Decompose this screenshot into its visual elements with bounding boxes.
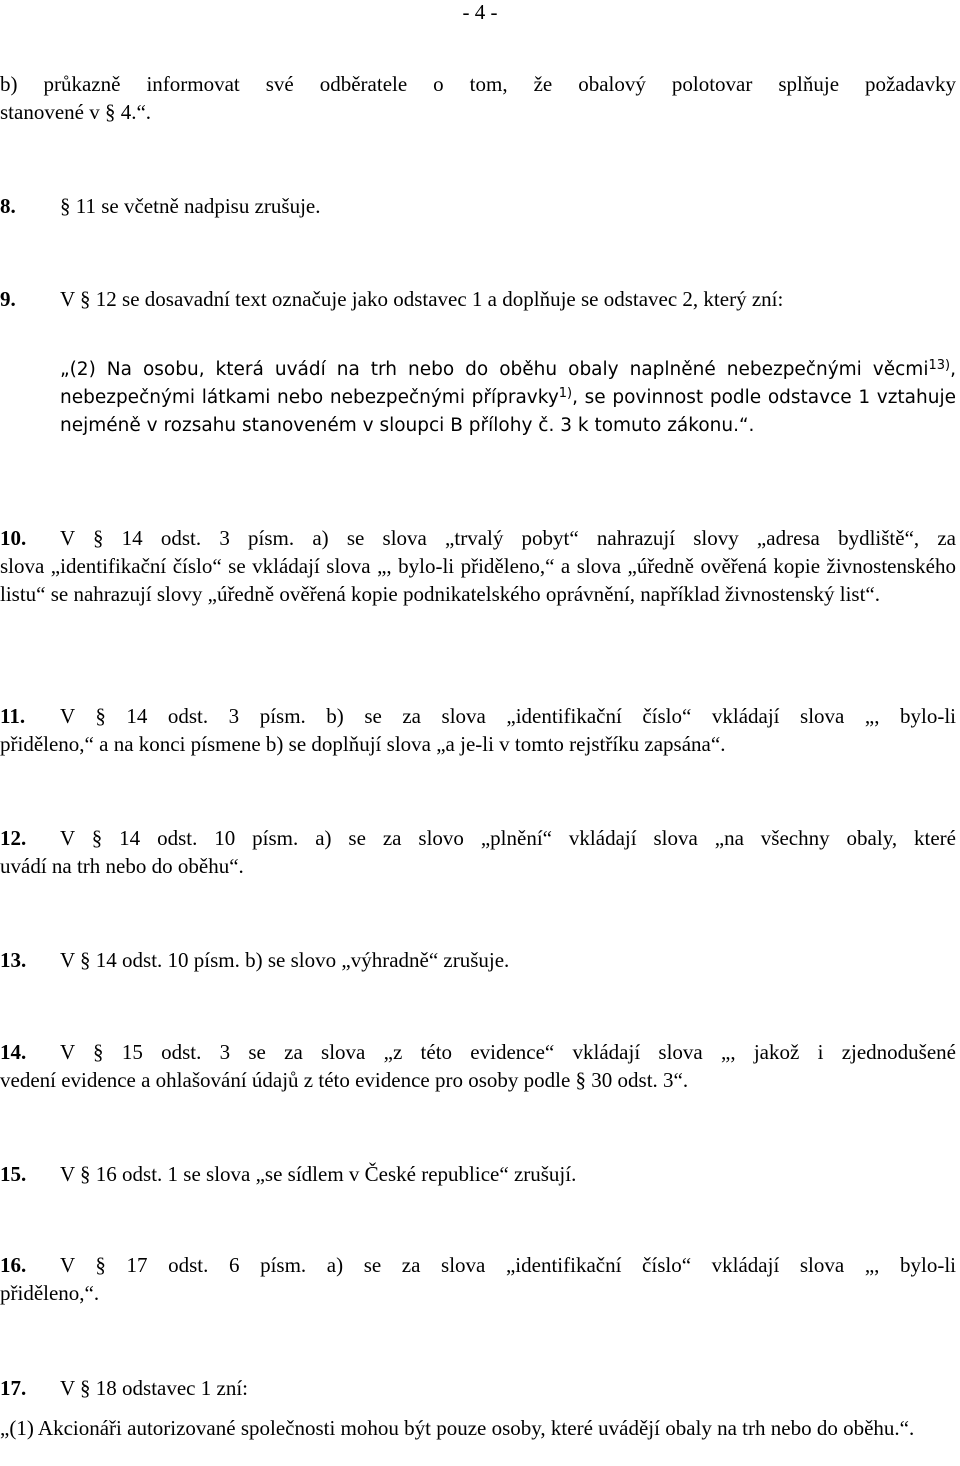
- item-text: V § 18 odstavec 1 zní:: [60, 1376, 248, 1400]
- quoted-paragraph-1: [0, 1414, 956, 1442]
- item-b-line-1: b) průkazně informovat své odběratele o tom, že obalový polotovar splňuje požadavky: [0, 72, 956, 96]
- item-text: V § 14 odst. 3 písm. b) se za slova „identifikační číslo“ vkládají slova „, bylo-li: [60, 704, 956, 728]
- quote-text: , se povinnost podle odstavce 1 vztahuje nejméně v rozsahu stanoveném v sloupci B přílohy č. 3 k tomuto zákonu.“.: [60, 387, 956, 436]
- item-text: V § 12 se dosavadní text označuje jako odstavec 1 a doplňuje se odstavec 2, který zní:: [60, 287, 784, 311]
- quoted-paragraph-2: [60, 356, 956, 440]
- item-number: 15.: [0, 1162, 27, 1186]
- item-number: 10.: [0, 526, 27, 550]
- item-12: [0, 824, 956, 880]
- item-number: 8.: [0, 194, 16, 218]
- item-text-continued: vedení evidence a ohlašování údajů z této evidence pro osoby podle § 30 odst. 3“.: [0, 1068, 689, 1092]
- item-text: V § 14 odst. 10 písm. b) se slovo „výhradně“ zrušuje.: [60, 948, 510, 972]
- item-number: 14.: [0, 1040, 27, 1064]
- quote-text: „(2) Na osobu, která uvádí na trh nebo do oběhu obaly naplněné nebezpečnými věcmi: [60, 359, 929, 380]
- item-13: [0, 946, 956, 974]
- item-number: 17.: [0, 1376, 27, 1400]
- item-number: 9.: [0, 287, 16, 311]
- footnote-ref: 1): [558, 386, 573, 401]
- item-text: V § 14 odst. 3 písm. a) se slova „trvalý pobyt“ nahrazují slovy „adresa bydliště“, za: [60, 526, 956, 550]
- item-text: V § 16 odst. 1 se slova „se sídlem v České republice“ zrušují.: [60, 1162, 577, 1186]
- item-number: 13.: [0, 948, 27, 972]
- item-b: [0, 70, 956, 126]
- item-10: [0, 524, 956, 608]
- item-8: [0, 192, 956, 220]
- item-15: [0, 1160, 956, 1188]
- quote-text: , nebezpečnými látkami nebo nebezpečnými přípravky: [60, 359, 956, 408]
- item-number: 16.: [0, 1253, 27, 1277]
- item-text: V § 17 odst. 6 písm. a) se za slova „identifikační číslo“ vkládají slova „, bylo-li: [60, 1253, 956, 1277]
- item-16: [0, 1251, 956, 1307]
- item-text: § 11 se včetně nadpisu zrušuje.: [60, 194, 321, 218]
- item-9: [0, 285, 956, 313]
- item-text-continued: slova „identifikační číslo“ se vkládají slova „, bylo-li přiděleno,“ a slova „úředně ověřená kopie živnostenského listu“ se nahrazují slovy „úředně ověřená kopie podnikatelského oprávnění, například živnostenský list“.: [0, 554, 956, 606]
- item-text: V § 14 odst. 10 písm. a) se za slovo „plnění“ vkládají slova „na všechny obaly, které: [60, 826, 956, 850]
- item-text-continued: přiděleno,“ a na konci písmene b) se doplňují slova „a je-li v tomto rejstříku zapsána“.: [0, 732, 726, 756]
- footnote-ref: 13): [928, 358, 951, 373]
- quote-text: „(1) Akcionáři autorizované společnosti mohou být pouze osoby, které uvádějí obaly na trh nebo do oběhu.“.: [0, 1416, 915, 1440]
- page-number: - 4 -: [462, 0, 498, 24]
- item-number: 11.: [0, 704, 26, 728]
- item-14: [0, 1038, 956, 1094]
- item-11: [0, 702, 956, 758]
- item-b-line-2: stanovené v § 4.“.: [0, 100, 152, 124]
- item-text: V § 15 odst. 3 se za slova „z této evidence“ vkládají slova „, jakož i zjednodušené: [60, 1040, 956, 1064]
- item-17: [0, 1374, 956, 1402]
- item-text-continued: uvádí na trh nebo do oběhu“.: [0, 854, 244, 878]
- item-number: 12.: [0, 826, 27, 850]
- item-text-continued: přiděleno,“.: [0, 1281, 100, 1305]
